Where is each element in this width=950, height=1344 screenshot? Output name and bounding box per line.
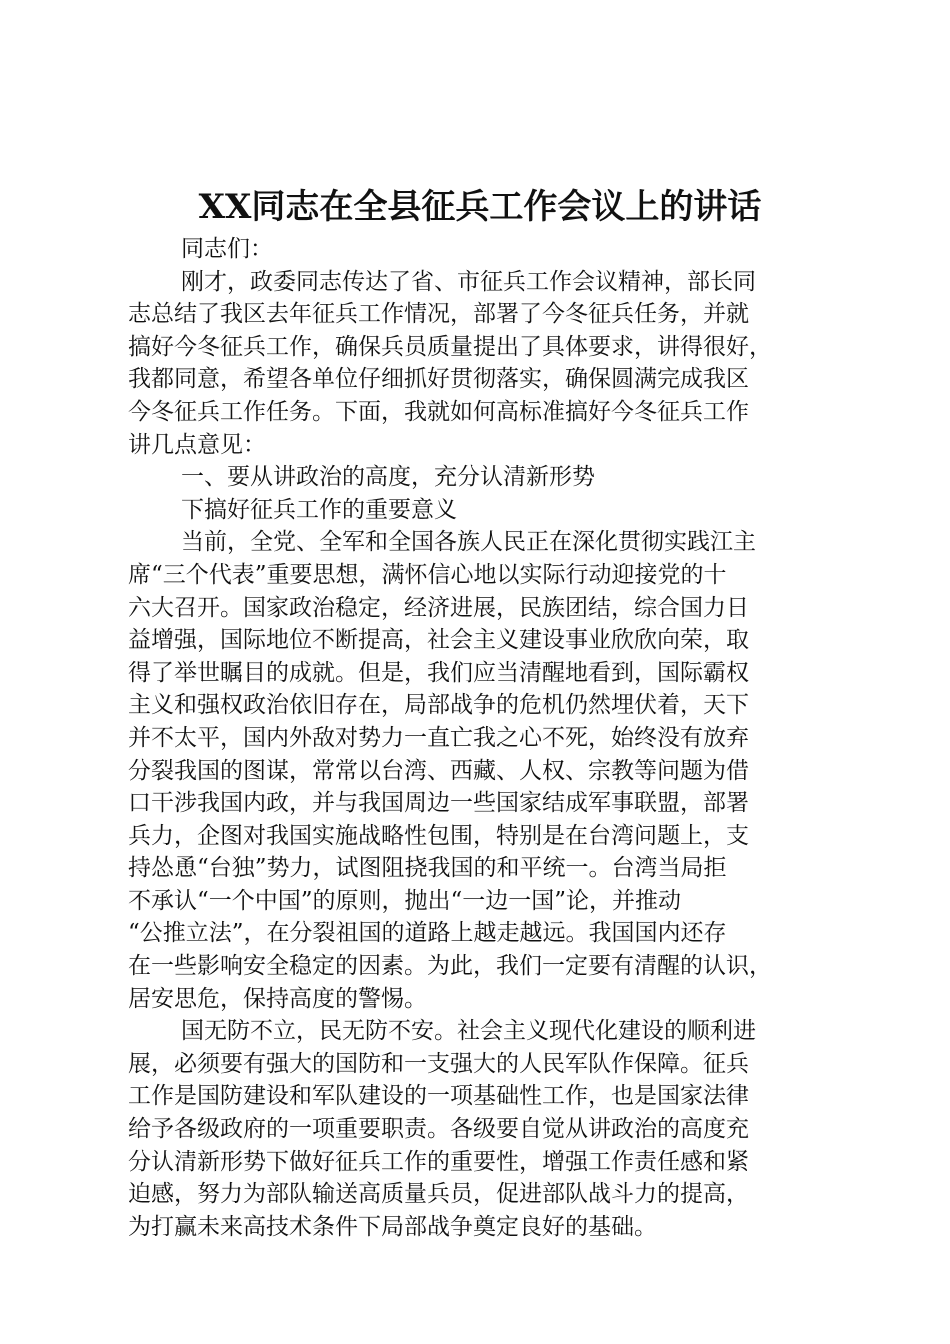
text-line: 不承认“一个中国”的原则，抛出“一边一国”论，并推动 <box>128 887 682 914</box>
text-line: 得了举世瞩目的成就。但是，我们应当清醒地看到，国际霸权 <box>128 659 749 686</box>
text-line: 分认清新形势下做好征兵工作的重要性，增强工作责任感和紧 <box>128 1148 749 1175</box>
text-line: 迫感，努力为部队输送高质量兵员，促进部队战斗力的提高， <box>128 1181 749 1208</box>
text-line: 展，必须要有强大的国防和一支强大的人民军队作保障。征兵 <box>128 1050 749 1077</box>
text-line: 居安思危，保持高度的警惕。 <box>128 985 427 1012</box>
text-line: 给予各级政府的一项重要职责。各级要自觉从讲政治的高度充 <box>128 1116 749 1143</box>
text-line: 六大召开。国家政治稳定，经济进展，民族团结，综合国力日 <box>128 594 749 621</box>
document-title: XX同志在全县征兵工作会议上的讲话 <box>198 187 762 227</box>
text-line: 兵力，企图对我国实施战略性包围，特别是在台湾问题上，支 <box>128 822 749 849</box>
text-line: 当前，全党、全军和全国各族人民正在深化贯彻实践江主 <box>181 529 756 556</box>
text-line: 下搞好征兵工作的重要意义 <box>181 496 457 523</box>
text-line: 为打赢未来高技术条件下局部战争奠定良好的基础。 <box>128 1213 657 1240</box>
text-line: 今冬征兵工作任务。下面，我就如何高标准搞好今冬征兵工作 <box>128 398 749 425</box>
text-line: “公推立法”，在分裂祖国的道路上越走越远。我国国内还存 <box>128 920 727 947</box>
text-line: 讲几点意见： <box>128 431 266 458</box>
text-line: 益增强，国际地位不断提高，社会主义建设事业欣欣向荣，取 <box>128 627 749 654</box>
text-line: 一、要从讲政治的高度，充分认清新形势 <box>181 464 595 491</box>
text-line: 工作是国防建设和军队建设的一项基础性工作，也是国家法律 <box>128 1083 749 1110</box>
text-line: 志总结了我区去年征兵工作情况，部署了今冬征兵任务，并就 <box>128 301 749 328</box>
text-line: 口干涉我国内政，并与我国周边一些国家结成军事联盟，部署 <box>128 790 749 817</box>
text-line: 同志们： <box>181 236 273 262</box>
text-line: 在一些影响安全稳定的因素。为此，我们一定要有清醒的认识， <box>128 953 772 980</box>
text-line: 搞好今冬征兵工作，确保兵员质量提出了具体要求，讲得很好， <box>128 333 772 360</box>
text-line: 主义和强权政治依旧存在，局部战争的危机仍然埋伏着，天下 <box>128 692 749 719</box>
text-line: 国无防不立，民无防不安。社会主义现代化建设的顺利进 <box>181 1018 756 1045</box>
text-line: 席“三个代表”重要思想，满怀信心地以实际行动迎接党的十 <box>128 561 727 588</box>
text-line: 分裂我国的图谋，常常以台湾、西藏、人权、宗教等问题为借 <box>128 757 749 784</box>
text-line: 我都同意，希望各单位仔细抓好贯彻落实，确保圆满完成我区 <box>128 366 749 393</box>
text-line: 持怂恿“台独”势力，试图阻挠我国的和平统一。台湾当局拒 <box>128 855 727 882</box>
text-line: 刚才，政委同志传达了省、市征兵工作会议精神，部长同 <box>181 268 756 295</box>
text-line: 并不太平，国内外敌对势力一直亡我之心不死，始终没有放弃 <box>128 724 749 751</box>
document-body <box>128 233 850 1243</box>
